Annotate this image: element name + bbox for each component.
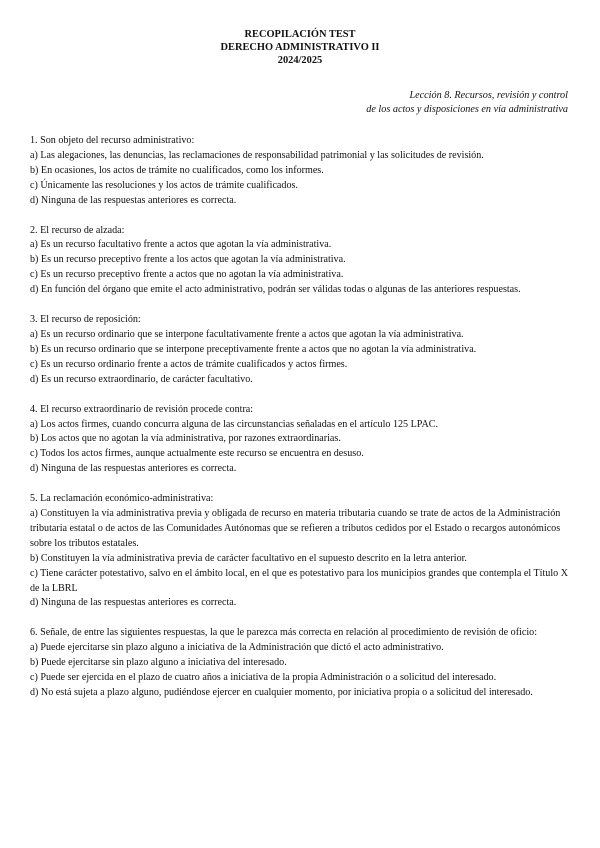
- document-header: [30, 28, 570, 67]
- answer-option-d: d) Es un recurso extraordinario, de carácter facultativo.: [30, 373, 253, 385]
- answer-option-a: a) Los actos firmes, cuando concurra alguna de las circunstancias señaladas en el artículo 125 LPAC.: [30, 418, 439, 430]
- header-year: 2024/2025: [277, 55, 323, 66]
- question-text: 2. El recurso de alzada:: [30, 224, 125, 236]
- question-list: [30, 134, 570, 701]
- answer-option-c: c) Puede ser ejercida en el plazo de cuatro años a iniciativa de la propia Administración o a solicitud del interesado.: [30, 672, 497, 684]
- lesson-line-2: de los actos y disposiciones en vía administrativa: [366, 104, 568, 115]
- answer-option-a: a) Es un recurso facultativo frente a actos que agotan la vía administrativa.: [30, 239, 332, 251]
- answer-option-a: a) Puede ejercitarse sin plazo alguno a iniciativa de la Administración que dictó el acto administrativo.: [30, 642, 444, 654]
- answer-option-d: d) No está sujeta a plazo alguno, pudiéndose ejercer en cualquier momento, por iniciativa propia o a solicitud del interesado.: [30, 687, 533, 698]
- answer-option-b: b) Es un recurso ordinario que se interpone preceptivamente frente a actos que no agotan la vía administrativa.: [30, 343, 477, 355]
- answer-option-b: b) En ocasiones, los actos de trámite no cualificados, como los informes.: [30, 164, 324, 176]
- answer-option-b: b) Es un recurso preceptivo frente a los actos que agotan la vía administrativa.: [30, 254, 346, 266]
- answer-option-c: c) Todos los actos firmes, aunque actualmente este recurso se encuentra en desuso.: [30, 448, 364, 460]
- question-text: 1. Son objeto del recurso administrativo:: [30, 135, 195, 146]
- question-text: 6. Señale, de entre las siguientes respuestas, la que le parezca más correcta en relación al procedimiento de revisión de oficio:: [30, 627, 537, 639]
- lesson-title: [30, 89, 570, 117]
- question-1: [30, 134, 570, 209]
- header-subject: DERECHO ADMINISTRATIVO II: [220, 42, 380, 53]
- answer-option-b: b) Constituyen la vía administrativa previa de carácter facultativo en el supuesto descrito en la letra anterior.: [30, 552, 467, 564]
- lesson-line-1: Lección 8. Recursos, revisión y control: [409, 90, 568, 101]
- answer-option-a: a) Es un recurso ordinario que se interpone facultativamente frente a actos que agotan la vía administrativa.: [30, 328, 464, 340]
- answer-option-c: c) Es un recurso preceptivo frente a actos que no agotan la vía administrativa.: [30, 269, 344, 281]
- question-2: [30, 224, 570, 299]
- header-title: RECOPILACIÓN TEST: [244, 29, 356, 40]
- answer-option-c: c) Únicamente las resoluciones y los actos de trámite cualificados.: [30, 179, 298, 191]
- answer-option-a: a) Constituyen la vía administrativa previa y obligada de recurso en materia tributaria cuando se trate de actos de la Administración tributaria estatal o de actos de las Comunidades Autónomas que se refieren a tributos cedidos por el Estado o recargos autonómicos sobre los tributos estatales.: [30, 508, 561, 549]
- answer-option-b: b) Los actos que no agotan la vía administrativa, por razones extraordinarias.: [30, 433, 341, 445]
- answer-option-c: c) Tiene carácter potestativo, salvo en el ámbito local, en el que es potestativo para los municipios grandes que contempla el Título X de la LBRL: [30, 567, 568, 594]
- question-text: 3. El recurso de reposición:: [30, 314, 141, 326]
- question-text: 5. La reclamación económico-administrativa:: [30, 493, 214, 505]
- question-4: [30, 403, 570, 478]
- answer-option-c: c) Es un recurso ordinario frente a actos de trámite cualificados y actos firmes.: [30, 358, 348, 370]
- question-6: [30, 626, 570, 701]
- answer-option-a: a) Las alegaciones, las denuncias, las reclamaciones de responsabilidad patrimonial y las solicitudes de revisión.: [30, 149, 484, 161]
- question-5: [30, 492, 570, 611]
- question-3: [30, 313, 570, 388]
- answer-option-d: d) Ninguna de las respuestas anteriores es correcta.: [30, 597, 237, 609]
- answer-option-d: d) Ninguna de las respuestas anteriores es correcta.: [30, 463, 237, 475]
- answer-option-d: d) En función del órgano que emite el acto administrativo, podrán ser válidas todas o algunas de las anteriores respuestas.: [30, 284, 521, 296]
- answer-option-b: b) Puede ejercitarse sin plazo alguno a iniciativa del interesado.: [30, 657, 287, 669]
- answer-option-d: d) Ninguna de las respuestas anteriores es correcta.: [30, 194, 237, 206]
- question-text: 4. El recurso extraordinario de revisión procede contra:: [30, 403, 254, 415]
